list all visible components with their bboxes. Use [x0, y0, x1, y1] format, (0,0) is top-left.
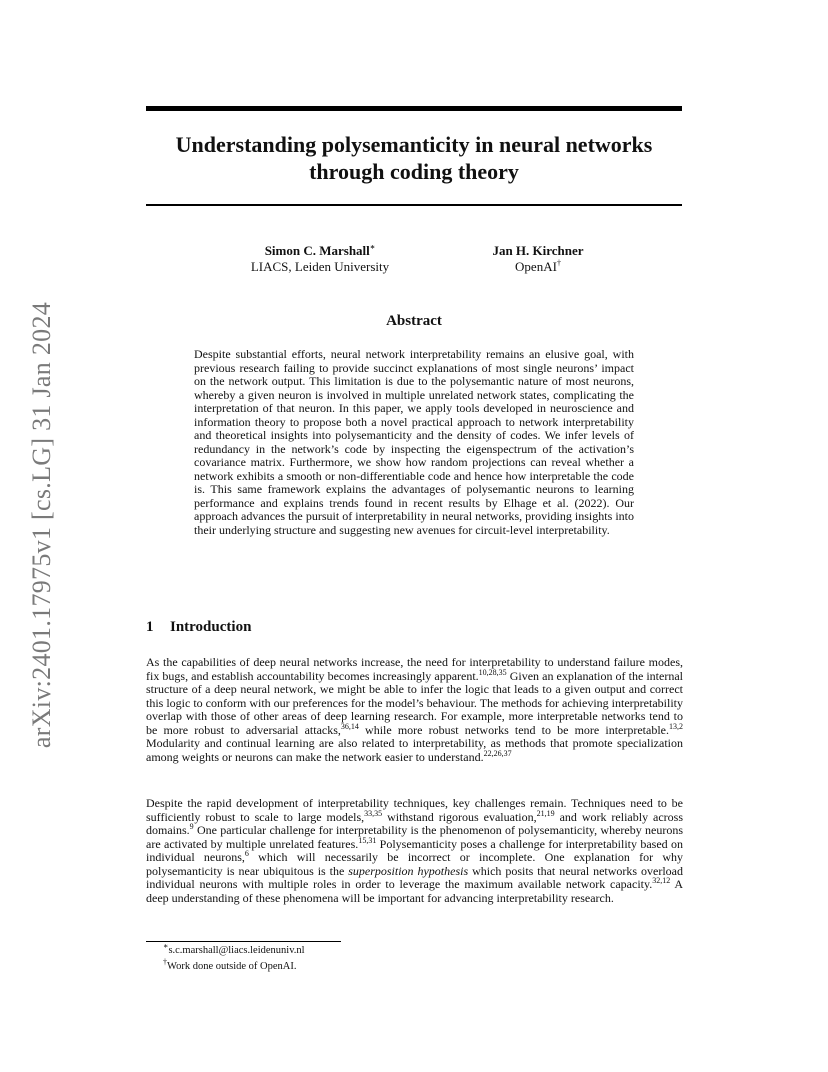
citation: 32,12: [652, 876, 671, 885]
p1-text-d: Modularity and continual learning are also related to interpretability, as methods that promote specialization among weights or neurons can make the network easier to understand.: [146, 736, 683, 764]
citation: 15,31: [358, 835, 377, 845]
paper-title: [146, 131, 682, 185]
author-2: [448, 243, 628, 275]
citation: 21,19: [536, 808, 555, 818]
citation: 33,35: [364, 808, 383, 818]
p2-text-e: Polysemanticity poses a challenge for interpretability based on individual neurons,: [146, 836, 683, 864]
section-number: 1: [146, 619, 154, 635]
footnote-2-mark: †: [163, 957, 167, 967]
p2-text-g: which posits that neural networks overload individual neurons with multiple roles in order to leverage the maximum available network capacity.: [146, 863, 684, 891]
footnote-1: [163, 941, 305, 957]
title-line-2: through coding theory: [309, 159, 519, 184]
author-1-footnote-mark: ∗: [369, 242, 376, 252]
citation: 22,26,37: [483, 748, 512, 758]
footnote-rule: [146, 941, 341, 942]
footnote-1-email: s.c.marshall@liacs.leidenuniv.nl: [168, 945, 305, 956]
title-bottom-rule: [146, 204, 682, 206]
author-2-footnote-mark: †: [556, 258, 561, 268]
p1-text-a: As the capabilities of deep neural networks increase, the need for interpretability to understand failure modes, fix bugs, and establish accountability becomes increasingly apparent.: [146, 655, 683, 683]
author-1: [230, 243, 410, 275]
arxiv-id-text: arXiv:2401.17975v1 [cs.LG] 31 Jan 2024: [27, 301, 56, 749]
p2-text-c: and work reliably across domains.: [146, 809, 684, 837]
author-1-affiliation: LIACS, Leiden University: [250, 259, 390, 274]
abstract-body: Despite substantial efforts, neural network interpretability remains an elusive goal, with previous research failing to provide succinct explanations of most single neurons’ impact on the network output. This limitation is due to the polysemantic nature of most neurons, whereby a given neuron is involved in multiple unrelated network states, complicating the interpretation of that neuron. In this paper, we apply tools developed in neuroscience and information theory to propose both a novel practical approach to network interpretability and theoretical insights into polysemanticity and the density of codes. We infer levels of redundancy in the network’s code by inspecting the eigenspectrum of the activation’s covariance matrix. Furthermore, we show how random projections can reveal whether a network exhibits a smooth or non-differentiable code and hence how interpretable the code is. This same framework explains the advantages of polysemantic neurons to learning performance and explains trends found in recent results by Elhage et al. (2022). Our approach advances the pursuit of interpretability in neural networks, providing insights into their underlying structure and suggesting new avenues for circuit-level interpretability.: [194, 347, 634, 537]
footnote-2-text: Work done outside of OpenAI.: [167, 961, 297, 972]
intro-paragraph-2: [146, 797, 683, 905]
citation: 10,28,35: [478, 667, 507, 677]
author-2-name: Jan H. Kirchner: [492, 243, 584, 258]
p2-emphasis: superposition hypothesis: [348, 863, 469, 878]
abstract-heading: Abstract: [386, 313, 442, 329]
title-line-1: Understanding polysemanticity in neural networks: [175, 132, 653, 157]
p2-text-a: Despite the rapid development of interpretability techniques, key challenges remain. Techniques need to be sufficiently robust to scale to large models,: [146, 796, 683, 824]
p2-text-d: One particular challenge for interpretability is the phenomenon of polysemanticity, whereby neurons are activated by multiple unrelated features.: [146, 823, 683, 851]
p2-text-f: which will necessarily be incorrect or incomplete. One explanation for why polysemanticity is near ubiquitous is the: [146, 850, 683, 878]
citation: 9: [189, 822, 194, 831]
p2-text-h: A deep understanding of these phenomena will be important for advancing interpretability research.: [146, 877, 684, 905]
p1-text-b: Given an explanation of the internal structure of a deep neural network, we might be able to infer the logic that leads to a given output and correct this logic to conform with our preferences for the model’s behaviour. The methods for achieving interpretability overlap with those of other areas of deep learning research. For example, more interpretable networks tend to be more robust to adversarial attacks,: [146, 668, 683, 737]
footnote-1-mark: ∗: [163, 941, 169, 951]
p2-text-b: withstand rigorous evaluation,: [382, 809, 537, 824]
citation: 6: [244, 849, 249, 858]
citation: 36,14: [340, 721, 359, 731]
author-1-name: Simon C. Marshall: [264, 243, 370, 258]
author-2-affiliation: OpenAI: [515, 259, 557, 274]
citation: 13,2: [669, 721, 683, 731]
title-top-rule: [146, 106, 682, 111]
footnote-2: [163, 957, 297, 973]
intro-paragraph-1: [146, 656, 683, 764]
p1-text-c: while more robust networks tend to be more interpretable.: [358, 722, 669, 737]
section-heading: [146, 619, 251, 636]
arxiv-identifier: [22, 290, 62, 760]
section-title: Introduction: [170, 619, 252, 635]
